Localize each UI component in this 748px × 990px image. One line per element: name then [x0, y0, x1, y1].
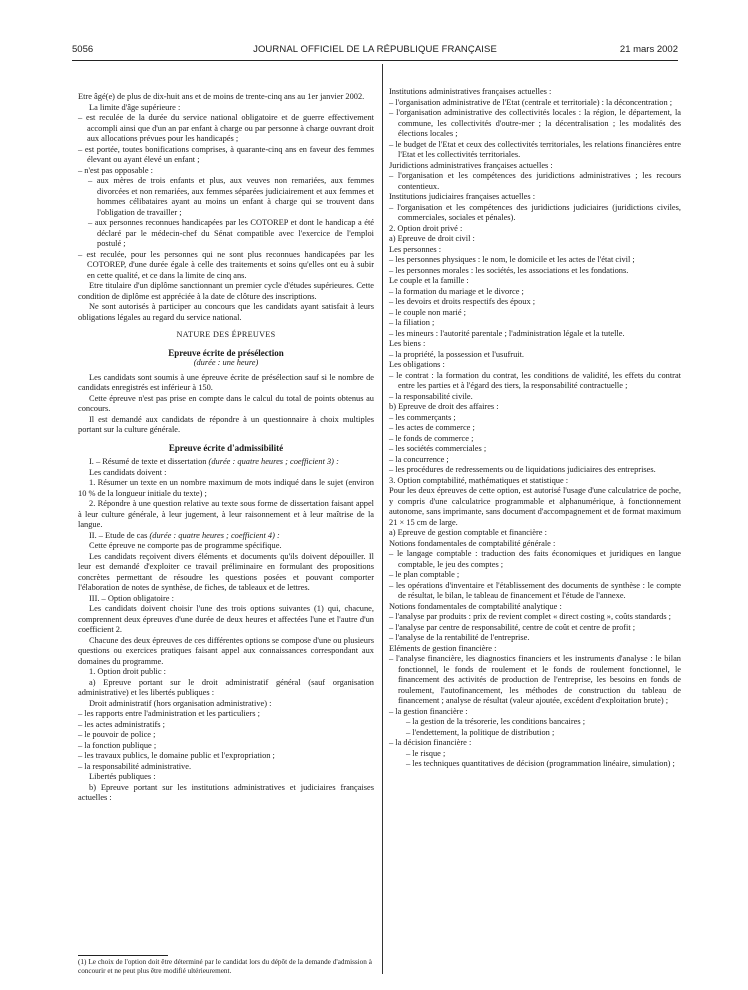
list-item: – la fonction publique ;: [78, 740, 157, 750]
list-item: – l'analyse de la rentabilité de l'entreprise.: [389, 633, 530, 642]
paragraph: b) Epreuve de droit des affaires :: [389, 402, 499, 411]
paragraph: Notions fondamentales de comptabilité générale :: [389, 538, 556, 548]
list-item: – la gestion de la trésorerie, les conditions bancaires ;: [406, 717, 586, 726]
spacer: [78, 341, 374, 348]
list-item: – les rapports entre l'administration et les particuliers ;: [78, 709, 260, 718]
paragraph: 3. Option comptabilité, mathématiques et statistique :: [389, 475, 569, 485]
list-item: – les techniques quantitatives de décision (programmation linéaire, simulation) ;: [406, 759, 675, 768]
paragraph: Cette épreuve n'est pas prise en compte dans le calcul du total de points obtenus au concours.: [78, 393, 374, 413]
list-item: – aux mères de trois enfants et plus, aux veuves non remariées, aux femmes divorcées et non remariées, aux femmes séparées judiciairement et aux femmes et hommes célibataires ayant au moins un enfant à charge qui se trouvent dans l'obligation de travailler ;: [88, 176, 374, 217]
paragraph: Etre titulaire d'un diplôme sanctionnant un premier cycle d'études supérieures. Cette condition de diplôme est appréciée à la date de clôture des inscriptions.: [78, 281, 374, 301]
list-item: – le risque ;: [406, 748, 446, 758]
list-item: – les devoirs et droits respectifs des époux ;: [389, 297, 536, 306]
paragraph: Les biens :: [389, 339, 426, 348]
list-item: – l'organisation administrative de l'Etat (centrale et territoriale) : la déconcentration ;: [389, 97, 673, 107]
section-heading: Epreuve écrite de présélection: [168, 347, 284, 358]
list-item: – aux personnes reconnues handicapées par les COTOREP et dont le handicap a été déclaré par le médecin-chef du Sénat compatible avec l'exercice de l'emploi postulé ;: [88, 218, 374, 248]
paragraph: (durée : une heure): [193, 358, 259, 367]
paragraph: 1. Option droit public :: [89, 667, 166, 676]
paragraph: I. – Résumé de texte et dissertation (durée : quatre heures ; coefficient 3) :: [89, 457, 339, 466]
list-item: – l'analyse financière, les diagnostics financiers et les instruments d'analyse : le bilan fonctionnel, le fonds de roulement et le fonds de roulement fonctionnel, le financement des activités de production de l'entreprise, les besoins en fonds de roulement, l'autofinancement, les méthodes de construction du tableau de financement ; analyse de résultat (valeur ajoutée, excédent d'exploitation brute) ;: [389, 654, 681, 705]
list-item: – les opérations d'inventaire et l'établissement des documents de synthèse : le compte de résultat, le bilan, le tableau de financement et l'étude de l'annexe.: [389, 580, 681, 600]
list-item: – la filiation ;: [389, 318, 435, 327]
list-item: – les commerçants ;: [389, 412, 456, 422]
paragraph: a) Epreuve portant sur le droit administratif général (sauf organisation administrative) et les libertés publiques :: [78, 677, 374, 697]
list-item: – l'analyse par centre de responsabilité, centre de coût et centre de profit ;: [389, 622, 636, 632]
header-rule: [72, 60, 678, 61]
paragraph: Les personnes :: [389, 244, 442, 254]
list-item: – les personnes physiques : le nom, le domicile et les actes de l'état civil ;: [389, 255, 635, 264]
list-item: – la concurrence ;: [389, 454, 449, 464]
paragraph: 1. Résumer un texte en un nombre maximum de mots indiqué dans le sujet (environ 10 % de la longueur initiale du texte) ;: [78, 478, 374, 498]
list-item: – le pouvoir de police ;: [78, 730, 156, 739]
paragraph: 2. Option droit privé :: [389, 223, 463, 233]
section-heading: Epreuve écrite d'admissibilité: [168, 442, 284, 453]
list-item: – les sociétés commerciales ;: [389, 444, 487, 453]
spacer: [78, 323, 374, 330]
paragraph: II. – Etude de cas (durée : quatre heures ; coefficient 4) :: [89, 530, 280, 540]
list-item: – le couple non marié ;: [389, 307, 466, 317]
list-item: – l'analyse par produits : prix de revient complet « direct costing », coûts standards ;: [389, 612, 672, 621]
footnote-rule: [78, 955, 168, 956]
list-item: – les mineurs : l'autorité parentale ; l'administration légale et la tutelle.: [389, 328, 625, 338]
publication-date: 21 mars 2002: [619, 44, 678, 55]
list-item: – les travaux publics, le domaine public et l'expropriation ;: [78, 751, 275, 760]
journal-title: JOURNAL OFFICIEL DE LA RÉPUBLIQUE FRANÇAISE: [253, 44, 497, 55]
list-item: – le plan comptable ;: [389, 570, 460, 579]
list-item: – l'organisation administrative des collectivités locales : la région, le département, la commune, les collectivités d'outre-mer ; la décentralisation ; les modalités des élections locales ;: [389, 108, 681, 138]
paragraph: a) Epreuve de gestion comptable et financière :: [389, 528, 547, 537]
list-item: – est reculée de la durée du service national obligatoire et de guerre effectivement accompli ainsi que d'un an par enfant à charge ou par personne à charge ouvrant droit aux allocations prévues pour les handicapés ;: [78, 113, 374, 143]
list-item: – les actes de commerce ;: [389, 423, 475, 432]
page-header: [72, 44, 678, 58]
list-item: – les actes administratifs ;: [78, 719, 165, 729]
paragraph: Les obligations :: [389, 360, 445, 369]
left-column: [78, 92, 374, 804]
paragraph: 2. Répondre à une question relative au texte sous forme de dissertation faisant appel à leur culture générale, à leur jugement, à leur raisonnement et à leur maîtrise de la langue.: [78, 499, 374, 529]
list-item: – le contrat : la formation du contrat, les conditions de validité, les effets du contrat entre les parties et à l'égard des tiers, la responsabilité contractuelle ;: [389, 370, 681, 390]
paragraph: Libertés publiques :: [89, 772, 156, 781]
paragraph: Pour les deux épreuves de cette option, est autorisé l'usage d'une calculatrice de poche, y compris d'une calculatrice programmable et alphanumérique, à fonctionnement autonome, sans imprimante, sans document d'accompagnement et de format maximum 21 × 15 cm de large.: [389, 486, 681, 527]
list-item: – n'est pas opposable :: [78, 165, 154, 175]
paragraph: Institutions judiciaires françaises actuelles :: [389, 192, 536, 201]
paragraph: Les candidats doivent choisir l'une des trois options suivantes (1) qui, chacune, comprennent deux épreuves d'une durée de deux heures et affectées l'une et l'autre d'un coefficient 2.: [78, 604, 374, 634]
spacer: [78, 436, 374, 443]
footnote: (1) Le choix de l'option doit être déterminé par le candidat lors du dépôt de la demande d'admission à concourir et ne peut plus être modifié ultérieurement.: [78, 958, 372, 975]
paragraph: Il est demandé aux candidats de répondre à un questionnaire à choix multiples portant sur la culture générale.: [78, 414, 374, 434]
paragraph: Etre âgé(e) de plus de dix-huit ans et de moins de trente-cinq ans au 1er janvier 2002.: [78, 92, 365, 101]
paragraph: Notions fondamentales de comptabilité analytique :: [389, 601, 562, 611]
paragraph: Le couple et la famille :: [389, 276, 469, 285]
section-title: NATURE DES ÉPREUVES: [176, 330, 276, 339]
paragraph: La limite d'âge supérieure :: [89, 102, 181, 112]
list-item: – la responsabilité administrative.: [78, 761, 192, 771]
paragraph: Les candidats sont soumis à une épreuve écrite de présélection sauf si le nombre de candidats enregistrés est inférieur à 150.: [78, 372, 374, 392]
list-item: – le budget de l'Etat et ceux des collectivités territoriales, les relations financières entre l'Etat et les collectivités territoriales.: [389, 139, 681, 159]
list-item: – le fonds de commerce ;: [389, 433, 474, 443]
paragraph: III. – Option obligatoire :: [89, 593, 174, 603]
paragraph: a) Epreuve de droit civil :: [389, 234, 475, 243]
list-item: – la responsabilité civile.: [389, 391, 473, 401]
list-item: – le langage comptable : traduction des faits économiques et juridiques en langue comptable, le jeu des comptes ;: [389, 549, 681, 569]
paragraph: Ne sont autorisés à participer au concours que les candidats ayant satisfait à leurs obligations légales au regard du service national.: [78, 302, 374, 322]
list-item: – les personnes morales : les sociétés, les associations et les fondations.: [389, 265, 629, 275]
column-divider: [382, 64, 383, 974]
right-column: [389, 87, 681, 770]
paragraph: Les candidats doivent :: [89, 467, 167, 477]
list-item: – est portée, toutes bonifications comprises, à quarante-cinq ans en faveur des femmes élevant ou ayant élevé un enfant ;: [78, 144, 374, 164]
page-number: 5056: [72, 44, 94, 55]
paragraph: Eléments de gestion financière :: [389, 643, 497, 653]
list-item: – la décision financière :: [389, 738, 472, 747]
paragraph: Cette épreuve ne comporte pas de programme spécifique.: [89, 541, 282, 550]
list-item: – la formation du mariage et le divorce ;: [389, 286, 524, 296]
list-item: – l'endettement, la politique de distribution ;: [406, 727, 555, 737]
list-item: – l'organisation et les compétences des juridictions administratives ; les recours contentieux.: [389, 171, 681, 191]
list-item: – la gestion financière :: [389, 706, 468, 716]
paragraph: Juridictions administratives françaises actuelles :: [389, 160, 553, 170]
paragraph: Institutions administratives françaises actuelles :: [389, 87, 552, 96]
list-item: – les procédures de redressements ou de liquidations judiciaires des entreprises.: [389, 465, 656, 474]
list-item: – la propriété, la possession et l'usufruit.: [389, 349, 525, 359]
list-item: – l'organisation et les compétences des juridictions judiciaires (juridictions civiles, commerciales, sociales et pénales).: [389, 202, 681, 222]
list-item: – est reculée, pour les personnes qui ne sont plus reconnues handicapées par les COTOREP, d'une durée égale à celle des traitements et soins qu'elles ont eu à subir en cette qualité, et ce dans la limite de cinq ans.: [78, 249, 374, 280]
paragraph: Droit administratif (hors organisation administrative) :: [89, 698, 272, 708]
paragraph: Chacune des deux épreuves de ces différentes options se compose d'une ou plusieurs questions ou exercices pratiques faisant appel aux connaissances correspondant aux domaines du programme.: [78, 635, 374, 666]
paragraph: Les candidats reçoivent divers éléments et documents qu'ils doivent dépouiller. Il leur est demandé d'exploiter ce travail préliminaire en formulant des propositions concrètes permettant de résoudre les questions posées et pouvant comporter l'élaboration de notes de synthèse, de fiches, de tableaux et de lettres.: [78, 551, 374, 592]
paragraph: b) Epreuve portant sur les institutions administratives et judiciaires françaises actuelles :: [78, 782, 374, 802]
